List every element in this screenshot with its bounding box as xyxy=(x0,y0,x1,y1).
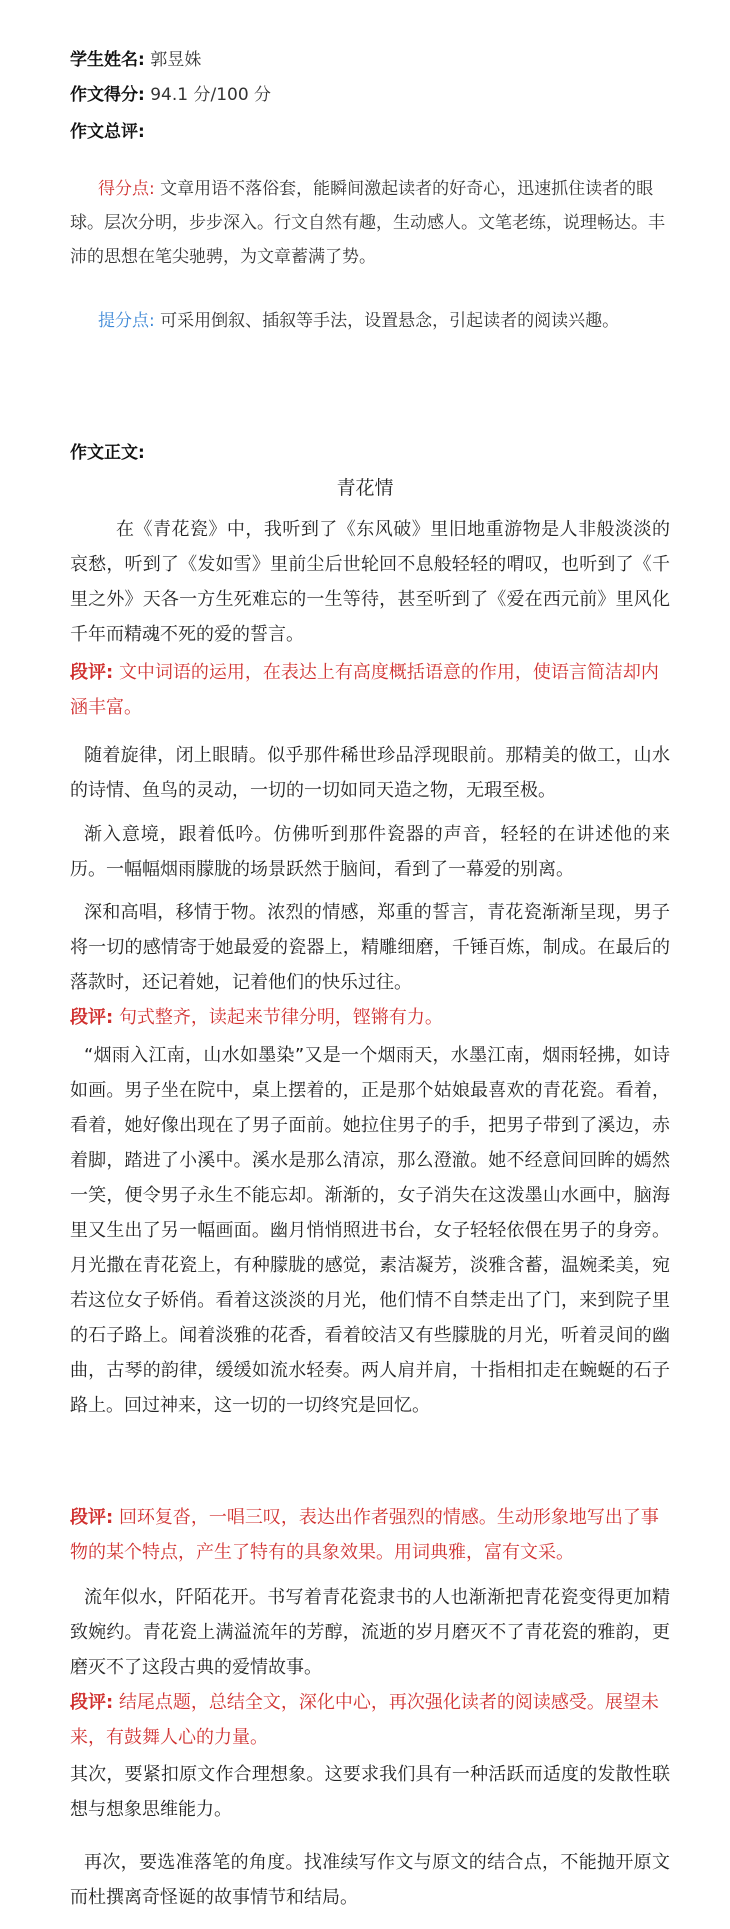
comment-text: 文中词语的运用，在表达上有高度概括语意的作用，使语言简洁却内涵丰富。 xyxy=(70,662,659,718)
review-label: 作文总评: xyxy=(70,122,145,142)
student-name-label: 学生姓名: xyxy=(70,50,145,70)
comment-label: 段评: xyxy=(70,1507,114,1528)
review-improve-points xyxy=(70,304,670,338)
essay-heading: 作文正文: xyxy=(70,443,145,463)
student-name-row xyxy=(70,48,201,72)
comment-label: 段评: xyxy=(70,662,114,683)
essay-paragraph-5: “烟雨入江南，山水如墨染”又是一个烟雨天，水墨江南，烟雨轻拂，如诗如画。男子坐在院中，桌上摆着的，正是那个姑娘最喜欢的青花瓷。看着，看着，她好像出现在了男子面前。她拉住男子的手，把男子带到了溪边，赤着脚，踏进了小溪中。溪水是那么清凉，那么澄澈。她不经意间回眸的嫣然一笑，便令男子永生不能忘却。渐渐的，女子消失在这泼墨山水画中，脑海里又生出了另一幅画面。幽月悄悄照进书台，女子轻轻依偎在男子的身旁。月光撒在青花瓷上，有种朦胧的感觉，素洁凝芳，淡雅含蓄，温婉柔美，宛若这位女子娇俏。看着这淡淡的月光，他们情不自禁走出了门，来到院子里的石子路上。闻着淡雅的花香，看着皎洁又有些朦胧的月光，听着灵间的幽曲，古琴的韵律，缓缓如流水轻奏。两人肩并肩，十指相扣走在蜿蜒的石子路上。回过神来，这一切的一切终究是回忆。 xyxy=(70,1045,670,1416)
review-good-points xyxy=(70,172,670,274)
paragraph-comment-2 xyxy=(70,1000,670,1035)
comment-label: 段评: xyxy=(70,1692,114,1713)
review-heading xyxy=(70,120,145,144)
comment-text: 回环复沓，一唱三叹，表达出作者强烈的情感。生动形象地写出了事物的某个特点，产生了特有的具象效果。用词典雅，富有文采。 xyxy=(70,1507,659,1563)
comment-text: 结尾点题，总结全文，深化中心，再次强化读者的阅读感受。展望未来，有鼓舞人心的力量。 xyxy=(70,1692,659,1748)
paragraph-comment-3 xyxy=(70,1500,670,1570)
essay-paragraph-4: 深和高唱，移情于物。浓烈的情感，郑重的誓言，青花瓷渐渐呈现，男子将一切的感情寄于她最爱的瓷器上，精雕细磨，千锤百炼，制成。在最后的落款时，还记着她，记着他们的快乐过往。 xyxy=(70,902,670,993)
good-points-label: 得分点: xyxy=(98,179,155,199)
paragraph-comment-1 xyxy=(70,655,670,725)
essay-paragraph-8: 再次，要选准落笔的角度。找准续写作文与原文的结合点，不能抛开原文而杜撰离奇怪诞的故事情节和结局。 xyxy=(70,1852,670,1908)
essay-paragraph-1: 在《青花瓷》中，我听到了《东风破》里旧地重游物是人非般淡淡的哀愁，听到了《发如雪》里前尘后世轮回不息般轻轻的喟叹，也听到了《千里之外》天各一方生死难忘的一生等待，甚至听到了《爱在西元前》里风化千年而精魂不死的爱的誓言。 xyxy=(70,519,670,645)
score-label: 作文得分: xyxy=(70,85,145,105)
essay-title: 青花情 xyxy=(336,477,394,499)
student-name-value: 郭昱姝 xyxy=(150,50,202,70)
essay-paragraph-7: 其次，要紧扣原文作合理想象。这要求我们具有一种活跃而适度的发散性联想与想象思维能力。 xyxy=(70,1764,670,1820)
paragraph-comment-4 xyxy=(70,1685,670,1755)
improve-points-label: 提分点: xyxy=(98,311,155,331)
comment-text: 句式整齐，读起来节律分明，铿锵有力。 xyxy=(118,1007,443,1028)
score-row xyxy=(70,83,271,107)
essay-paragraph-6: 流年似水，阡陌花开。书写着青花瓷隶书的人也渐渐把青花瓷变得更加精致婉约。青花瓷上满溢流年的芳醇，流逝的岁月磨灭不了青花瓷的雅韵，更磨灭不了这段古典的爱情故事。 xyxy=(70,1587,670,1678)
score-value: 94.1 分/100 分 xyxy=(150,85,272,105)
essay-paragraph-3: 渐入意境，跟着低吟。仿佛听到那件瓷器的声音，轻轻的在讲述他的来历。一幅幅烟雨朦胧的场景跃然于脑间，看到了一幕爱的别离。 xyxy=(70,824,670,880)
essay-paragraph-2: 随着旋律，闭上眼睛。似乎那件稀世珍品浮现眼前。那精美的做工，山水的诗情、鱼鸟的灵动，一切的一切如同天造之物，无瑕至极。 xyxy=(70,745,670,801)
comment-label: 段评: xyxy=(70,1007,114,1028)
good-points-text: 文章用语不落俗套，能瞬间激起读者的好奇心，迅速抓住读者的眼球。层次分明，步步深入。行文自然有趣，生动感人。文笔老练，说理畅达。丰沛的思想在笔尖驰骋，为文章蓄满了势。 xyxy=(70,179,665,267)
improve-points-text: 可采用倒叙、插叙等手法，设置悬念，引起读者的阅读兴趣。 xyxy=(160,311,620,331)
